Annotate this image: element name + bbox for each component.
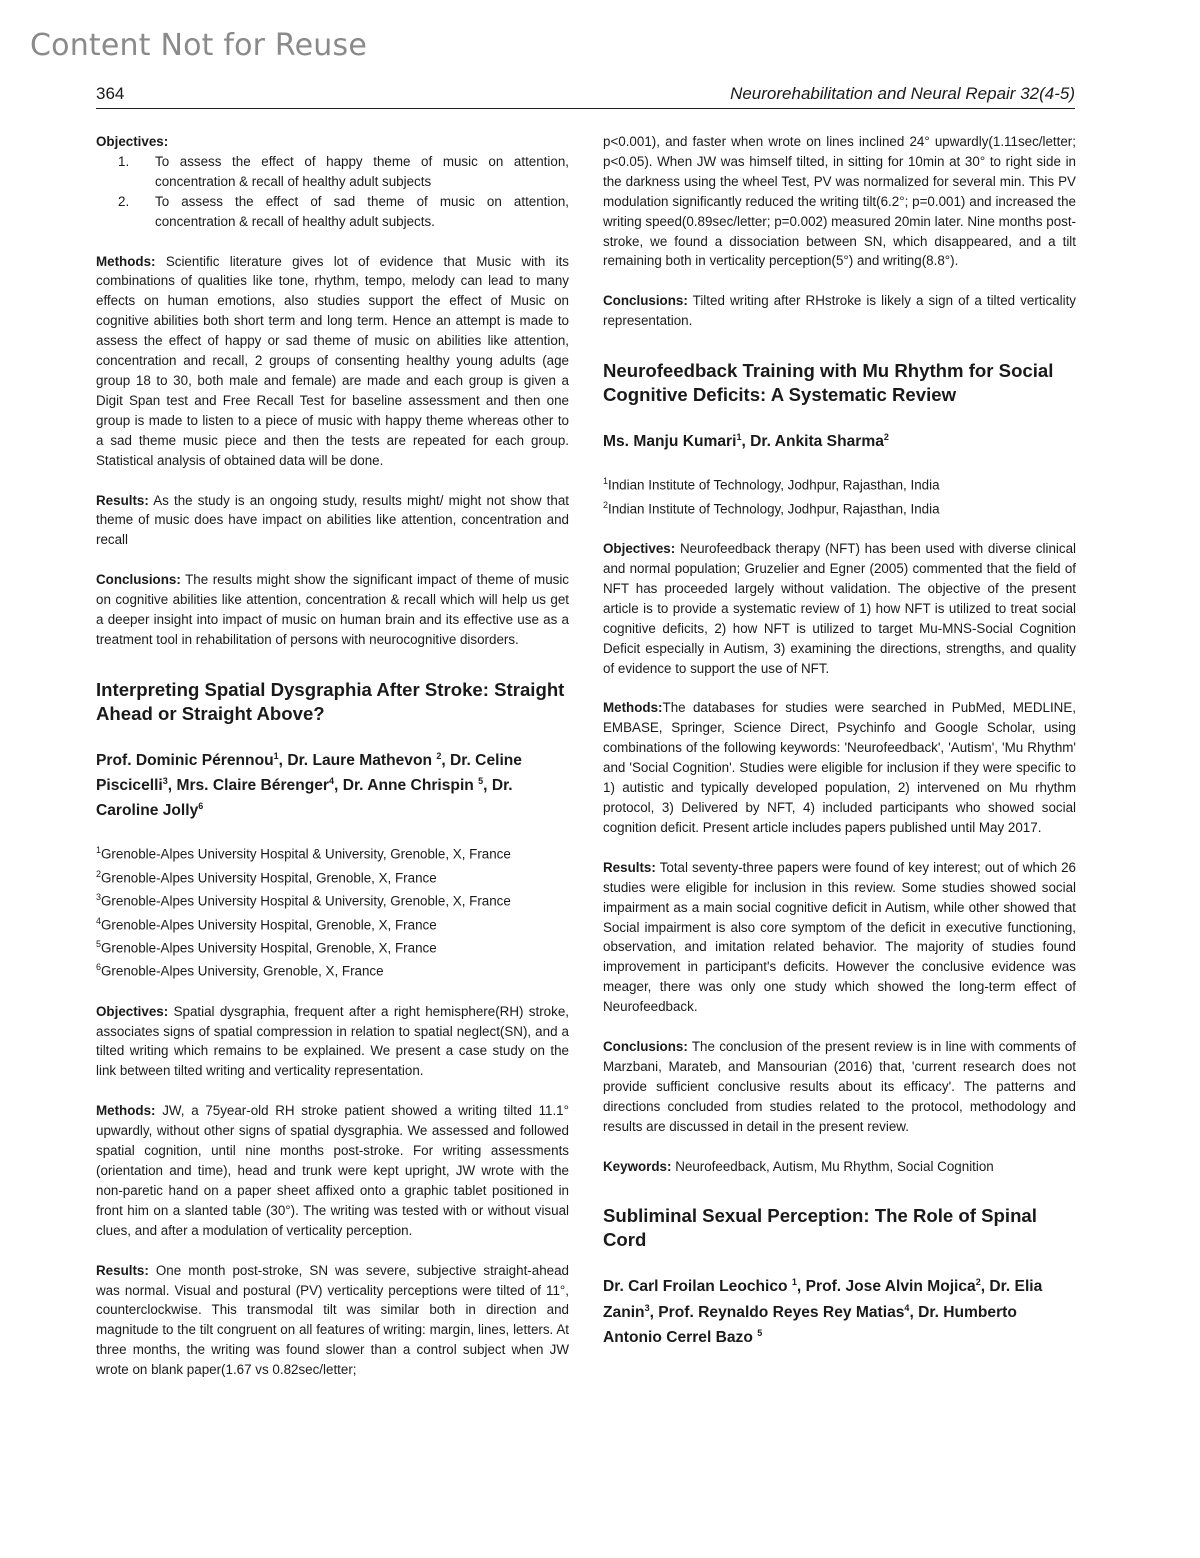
results-paragraph: Results: One month post-stroke, SN was severe, subjective straight-ahead was normal. Visual and postural (PV) verticality perceptions were tilted of 11°, counterclockwise. This transmodal tilt was similar both in direction and magnitude to the tilt congruent on all features of writing: margin, lines, letters. At three months, the writing was found slower than a control subject when JW wrote on blank paper(1.67 vs 0.82sec/letter; <box>96 1262 569 1378</box>
affiliations: $^1$Grenoble-Alpes University Hospital & University, Grenoble, X, France $^2$Grenoble-Alpes University Hospital, Grenoble, X, France $^3$Grenoble-Alpes University Hospital & University, Grenoble, X, France $^4$Grenoble-Alpes University Hospital, Grenoble, X, France $^5$Grenoble-Alpes University Hospital, Grenoble, X, France $^6$Grenoble-Alpes University, Grenoble, X, France <box>96 845 511 979</box>
author-list: Ms. Manju Kumari$^1$, Dr. Ankita Sharma$^2$ <box>603 432 889 451</box>
conclusions-paragraph: Conclusions: The results might show the significant impact of theme of music on cognitive abilities like attention, concentration & recall which will help us get a deeper insight into impact of music on human brain and its effective use as a treatment tool in rehabilitation of persons with neurocognitive disorders. <box>96 572 570 647</box>
methods-paragraph: Methods:The databases for studies were searched in PubMed, MEDLINE, EMBASE, Springer, Science Direct, Psychinfo and Google Scholar, using combinations of the following keywords: 'Neurofeedback', 'Autism', 'Mu Rhythm' and 'Social Cognition'. Studies were eligible for inclusion if they were specific to 1) autistic and typically developed population, 2) intervened on Mu rhythm protocol, 3) Delivered by NFT, 4) included participants who showed social cognition deficit. Present article includes papers published until May 2017. <box>603 700 1076 835</box>
methods-paragraph: Methods: Scientific literature gives lot of evidence that Music with its combinations of qualities like tone, rhythm, tempo, melody can lead to many effects on human emotions, also studies support the effect of Music on cognitive abilities both short term and long term. Hence an attempt is made to assess the effect of happy or sad theme of music on abilities like attention, concentration and recall, 2 groups of consenting healthy young adults (age group 18 to 30, both male and female) are made and each group is given a Digit Span test and Free Recall Test for baseline assessment and then one group is made to listen to a piece of music with happy theme whereas other to a sad theme music piece and then the tests are repeated for each group. Statistical analysis of obtained data will be done. <box>96 253 569 468</box>
article-title: Interpreting Spatial Dysgraphia After Stroke: Straight Ahead or Straight Above? <box>96 678 565 724</box>
left-column <box>96 132 569 1380</box>
running-header <box>96 78 1075 109</box>
conclusions-paragraph: Conclusions: The conclusion of the present review is in line with comments of Marzbani, Marateb, and Mansourian (2016) that, 'current research does not provide sufficient conclusive results about its efficacy'. The patterns and directions concluded from studies related to the protocol, methodology and results are discussed in detail in the present review. <box>603 1039 1076 1134</box>
article-title: Neurofeedback Training with Mu Rhythm for Social Cognitive Deficits: A Systematic Review <box>603 360 1054 406</box>
affiliations: $^1$Indian Institute of Technology, Jodhpur, Rajasthan, India $^2$Indian Institute of Technology, Jodhpur, Rajasthan, India <box>603 476 940 517</box>
conclusions-paragraph: Conclusions: Tilted writing after RHstroke is likely a sign of a tilted verticality representation. <box>603 293 1076 329</box>
watermark: Content Not for Reuse <box>30 28 367 63</box>
section-label: Objectives: <box>96 134 169 149</box>
author-list: Dr. Carl Froilan Leochico $^1$, Prof. Jose Alvin Mojica$^2$, Dr. Elia Zanin$^3$, Prof. Reynaldo Reyes Rey Matias$^4$, Dr. Humberto Antonio Cerrel Bazo $^5$ <box>603 1277 1043 1347</box>
list-item: 2. To assess the effect of sad theme of music on attention, concentration & recall of healthy adult subjects. <box>118 193 569 229</box>
objectives-paragraph: Objectives: Spatial dysgraphia, frequent after a right hemisphere(RH) stroke, associates signs of spatial compression in relation to spatial neglect(SN), and a tilted writing which remains to be explained. We present a case study on the link between tilted writing and verticality representation. <box>96 1003 569 1079</box>
objectives-list <box>96 152 569 232</box>
keywords-paragraph: Keywords: Neurofeedback, Autism, Mu Rhythm, Social Cognition <box>603 1158 994 1174</box>
list-item: 1. To assess the effect of happy theme of music on attention, concentration & recall of healthy adult subjects <box>118 153 569 189</box>
results-paragraph: Results: As the study is an ongoing study, results might/ might not show that theme of music does have impact on abilities like attention, concentration and recall <box>96 492 569 548</box>
results-paragraph: Results: Total seventy-three papers were found of key interest; out of which 26 studies were eligible for inclusion in this review. Some studies showed social impairment as a main social cognitive deficit in Autism, while other showed that Social impairment is also core symptom of the deficit in executive functioning, observation, and imitation related behavior. The majority of studies found improvement in participant's deficits. However the conclusive evidence was meager, there was only one study which showed the long-term effect of Neurofeedback. <box>603 859 1076 1015</box>
methods-paragraph: Methods: JW, a 75year-old RH stroke patient showed a writing tilted 11.1° upwardly, without other signs of spatial dysgraphia. We assessed and followed spatial cognition, until nine months post-stroke. For writing assessments (orientation and time), head and trunk were kept upright, JW wrote with the non-paretic hand on a paper sheet affixed onto a graphic tablet positioned in front him on a slanted table (30°). The writing was tested with or without visual clues, and after a modulation of verticality perception. <box>96 1103 569 1238</box>
results-continued: p<0.001), and faster when wrote on lines inclined 24° upwardly(1.11sec/letter; p<0.05). When JW was himself tilted, in sitting for 10min at 30° to right side in the darkness using the wheel Test, PV was normalized for several min. This PV modulation significantly reduced the writing tilt(6.2°; p=0.001) and increased the writing speed(0.89sec/letter; p=0.002) measured 20min later. Nine months post-stroke, we found a dissociation between SN, which disappeared, and a tilt remaining both in verticality perception(5°) and writing(8.8°). <box>603 134 1077 269</box>
page-number: 364 <box>96 84 125 103</box>
journal-title: Neurorehabilitation and Neural Repair 32(4-5) <box>730 84 1075 103</box>
right-column <box>603 132 1076 1348</box>
objectives-paragraph: Objectives: Neurofeedback therapy (NFT) has been used with diverse clinical and normal population; Gruzelier and Egner (2005) commented that the field of NFT has proceeded largely without validation. The objective of the present article is to provide a systematic review of 1) how NFT is utilized to treat social cognitive deficits, 2) how NFT is utilized to target Mu-MNS-Social Cognition Deficit especially in Autism, 3) examining the directions, strengths, and quality of evidence to support the use of NFT. <box>603 541 1076 676</box>
article-title: Subliminal Sexual Perception: The Role of Spinal Cord <box>603 1205 1037 1251</box>
author-list: Prof. Dominic Pérennou$^1$, Dr. Laure Mathevon $^2$, Dr. Celine Piscicelli$^3$, Mrs. Claire Bérenger$^4$, Dr. Anne Chrispin $^5$, Dr. Caroline Jolly$^6$ <box>96 750 522 820</box>
